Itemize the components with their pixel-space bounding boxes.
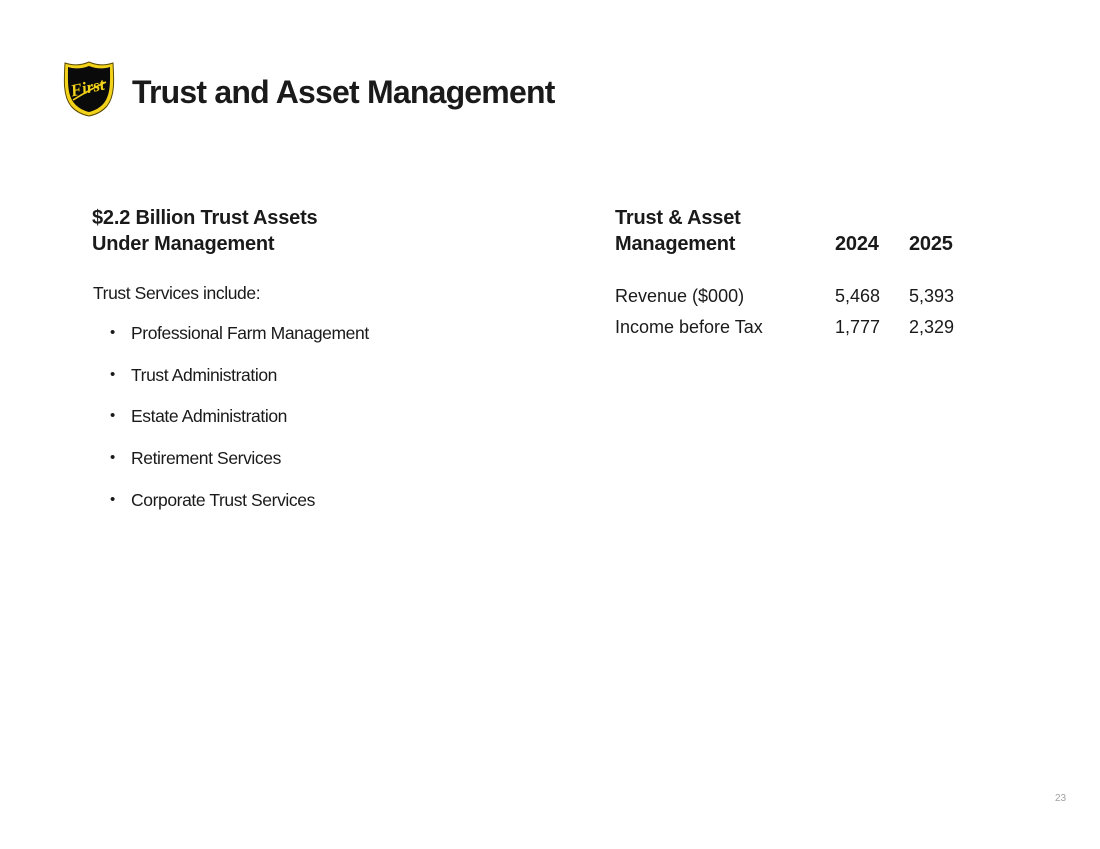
list-item: [110, 489, 369, 531]
row-label: Revenue ($000): [615, 286, 745, 306]
row-value: 1,777: [835, 317, 881, 337]
svg-text:First: First: [68, 74, 107, 101]
table-header-row: [615, 205, 969, 257]
list-item: [110, 322, 369, 364]
services-intro: Trust Services include:: [93, 283, 261, 303]
first-shield-logo: [63, 60, 115, 117]
bullet-icon: •: [110, 449, 115, 467]
row-label: Income before Tax: [615, 317, 763, 337]
service-label: Corporate Trust Services: [131, 489, 315, 510]
page-title: Trust and Asset Management: [132, 74, 555, 110]
table-header-line1: Trust & Asset: [615, 207, 741, 229]
table-row: [615, 257, 969, 307]
table-header-line2: Management: [615, 233, 736, 255]
services-list: [110, 322, 369, 530]
financial-table: [615, 205, 969, 348]
table-header-label: [615, 205, 835, 257]
bullet-icon: •: [110, 365, 115, 383]
table-header-year: 2024: [835, 233, 879, 255]
trust-assets-heading-line1: $2.2 Billion Trust Assets: [92, 207, 318, 229]
list-item: [110, 405, 369, 447]
bullet-icon: •: [110, 407, 115, 425]
page-number: 23: [1055, 793, 1067, 804]
service-label: Estate Administration: [131, 406, 287, 427]
service-label: Professional Farm Management: [131, 323, 369, 343]
table-row: [615, 307, 969, 348]
trust-assets-heading-line2: Under Management: [92, 233, 275, 255]
list-item: [110, 447, 369, 489]
service-label: Trust Administration: [131, 364, 277, 385]
bullet-icon: •: [110, 490, 115, 508]
trust-assets-heading: [92, 205, 317, 257]
bullet-icon: •: [110, 324, 115, 341]
table-header-year: 2025: [909, 233, 953, 255]
row-value: 2,329: [909, 317, 955, 337]
list-item: [110, 364, 369, 406]
row-value: 5,468: [835, 286, 881, 306]
service-label: Retirement Services: [131, 448, 281, 469]
row-value: 5,393: [909, 286, 955, 306]
